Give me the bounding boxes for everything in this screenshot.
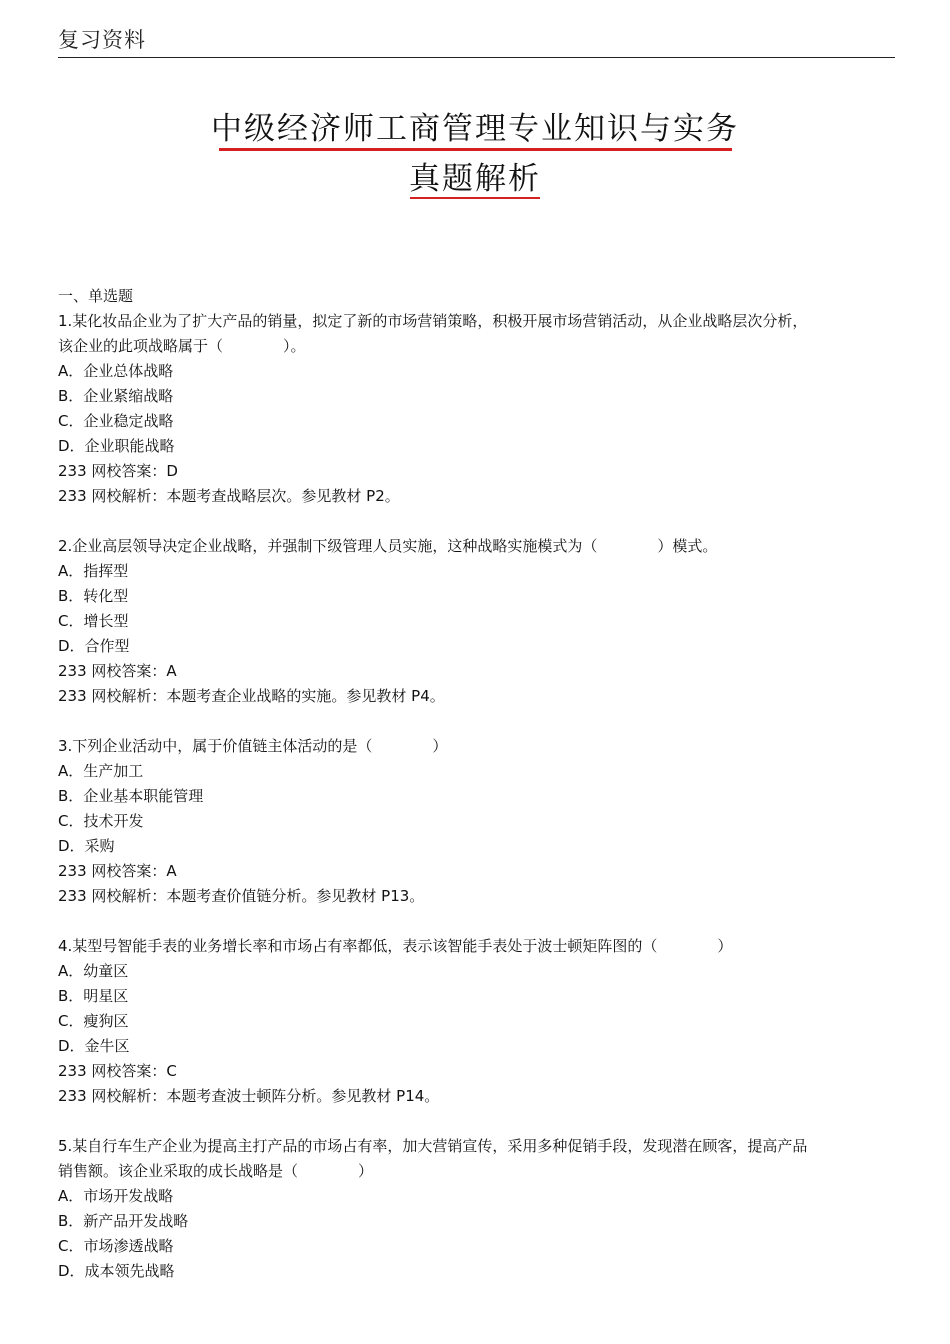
question-stem: 3.下列企业活动中，属于价值链主体活动的是（ ）	[58, 737, 448, 755]
option-d: D．合作型	[58, 637, 130, 655]
analysis: 233 网校解析：本题考查价值链分析。参见教材 P13。	[58, 887, 425, 905]
subtitle-underline	[410, 197, 540, 199]
spacer	[58, 509, 898, 534]
option-a: A．生产加工	[58, 762, 144, 780]
question-5	[58, 1134, 898, 1284]
option-b: B．明星区	[58, 987, 129, 1005]
analysis: 233 网校解析：本题考查企业战略的实施。参见教材 P4。	[58, 687, 445, 705]
document-title: 中级经济师工商管理专业知识与实务	[211, 111, 739, 147]
option-d: D．成本领先战略	[58, 1262, 175, 1280]
question-stem: 2.企业高层领导决定企业战略，并强制下级管理人员实施，这种战略实施模式为（ ）模式。	[58, 537, 718, 555]
question-4	[58, 934, 898, 1109]
spacer	[58, 909, 898, 934]
option-c: C．市场渗透战略	[58, 1237, 174, 1255]
option-d: D．企业职能战略	[58, 437, 175, 455]
option-b: B．企业基本职能管理	[58, 787, 204, 805]
option-d: D．采购	[58, 837, 115, 855]
option-b: B．转化型	[58, 587, 129, 605]
question-list	[58, 284, 898, 1284]
question-stem: 5.某自行车生产企业为提高主打产品的市场占有率，加大营销宣传，采用多种促销手段，发现潜在顾客，提高产品	[58, 1137, 808, 1155]
spacer	[58, 1109, 898, 1134]
question-stem: 1.某化妆品企业为了扩大产品的销量，拟定了新的市场营销策略，积极开展市场营销活动，从企业战略层次分析，	[58, 312, 808, 330]
option-b: B．企业紧缩战略	[58, 387, 174, 405]
page-header	[58, 22, 895, 58]
question-stem: 4.某型号智能手表的业务增长率和市场占有率都低，表示该智能手表处于波士顿矩阵图的（ ）	[58, 937, 733, 955]
document-subtitle: 真题解析	[409, 161, 541, 197]
answer: 233 网校答案：C	[58, 1062, 177, 1080]
option-c: C．企业稳定战略	[58, 412, 174, 430]
option-a: A．企业总体战略	[58, 362, 174, 380]
answer: 233 网校答案：D	[58, 462, 178, 480]
section-heading: 一、单选题	[58, 287, 134, 305]
spacer	[58, 709, 898, 734]
question-3	[58, 734, 898, 909]
option-c: C．瘦狗区	[58, 1012, 129, 1030]
answer: 233 网校答案：A	[58, 862, 177, 880]
option-c: C．增长型	[58, 612, 129, 630]
question-stem: 销售额。该企业采取的成长战略是（ ）	[58, 1162, 374, 1180]
option-a: A．市场开发战略	[58, 1187, 174, 1205]
option-c: C．技术开发	[58, 812, 144, 830]
analysis: 233 网校解析：本题考查战略层次。参见教材 P2。	[58, 487, 400, 505]
question-stem: 该企业的此项战略属于（ ）。	[58, 337, 306, 355]
analysis: 233 网校解析：本题考查波士顿阵分析。参见教材 P14。	[58, 1087, 440, 1105]
option-a: A．指挥型	[58, 562, 129, 580]
option-d: D．金牛区	[58, 1037, 130, 1055]
answer: 233 网校答案：A	[58, 662, 177, 680]
question-1	[58, 309, 898, 509]
title-underline	[219, 148, 732, 151]
option-a: A．幼童区	[58, 962, 129, 980]
question-2	[58, 534, 898, 709]
option-b: B．新产品开发战略	[58, 1212, 189, 1230]
header-text: 复习资料	[58, 28, 146, 52]
